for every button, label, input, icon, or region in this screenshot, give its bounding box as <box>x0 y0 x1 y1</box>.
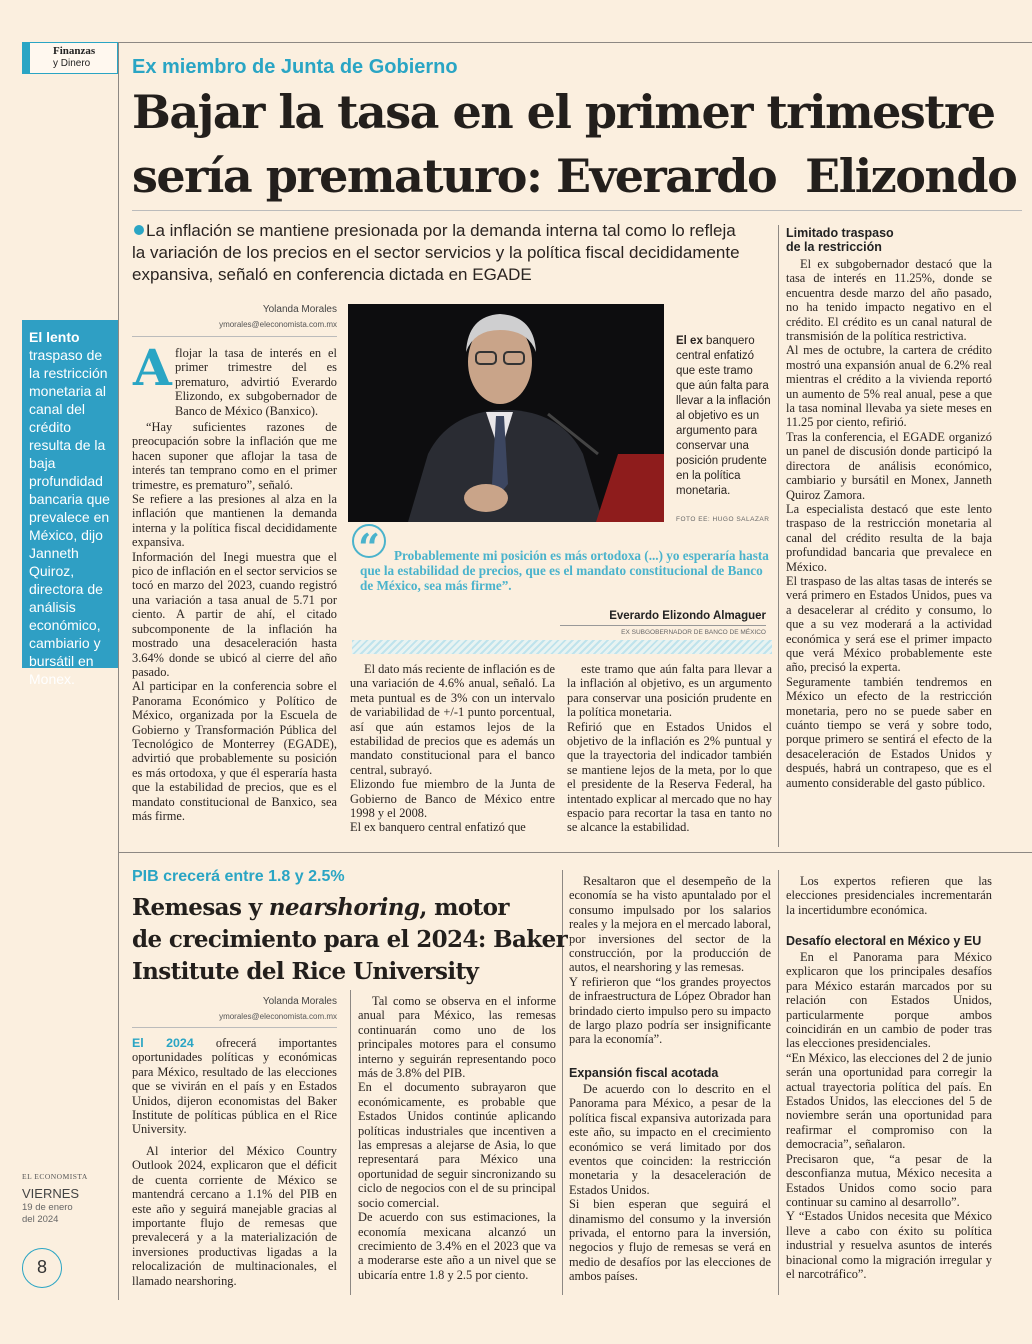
byline-rule <box>132 336 337 337</box>
article1-col1-lead: flojar la tasa de interés en el primer trimestre del es prematuro, advirtió Everardo Elizondo, ex subgobernador de Banco de México (Banxico). <box>175 346 337 418</box>
article2-headline-a: Remesas y <box>132 894 269 921</box>
article1-photo <box>348 304 664 522</box>
page-number: 8 <box>22 1248 62 1288</box>
article2-col1-first-text: ofrecerá importantes oportunidades políticas y económicas para México, resultado de las elecciones que se vivirán en el país y en Estados Unidos, dijeron economistas del Baker Institute de políticas pública en el Rice University. <box>132 1036 337 1137</box>
article1-col4-subhead: Limitado traspaso de la restricción <box>786 226 894 254</box>
sidebar-callout-lead: El lento <box>29 329 80 345</box>
dropcap: A <box>133 338 172 397</box>
quote-icon: “ <box>352 524 386 558</box>
article2-byline-rule <box>132 1027 337 1028</box>
article2-headline-c: , motor <box>419 894 509 921</box>
quote-attribution-name: Everardo Elizondo Almaguer <box>609 610 766 622</box>
article1-email[interactable]: ymorales@eleconomista.com.mx <box>219 320 337 329</box>
pull-quote: Probablemente mi posición es más ortodoxa (...) yo esperaría hasta que la estabilidad de precios, que es el mandato constitucional de Banco de México, sea más firme”. <box>360 548 769 593</box>
section-divider <box>118 852 1032 853</box>
issue-date: 19 de enero <box>22 1202 73 1213</box>
article2-col3-subhead: Expansión fiscal acotada <box>569 1066 719 1080</box>
col-divider-a1-1 <box>778 225 779 847</box>
article1-headline-line2: sería prematuro: Everardo Elizondo <box>132 149 1017 203</box>
col-divider-a2-3 <box>778 870 779 1295</box>
quote-pattern-band <box>352 640 772 654</box>
sidebar-callout <box>22 320 118 687</box>
issue-day: VIERNES <box>22 1186 80 1201</box>
photo-caption-text: banquero central enfatizó que este tramo que aún falta para llevar a la inflación al objetivo es un argumento para conservar una posición prudente en la política monetaria. <box>676 335 771 497</box>
article2-kicker: PIB crecerá entre 1.8 y 2.5% <box>132 868 345 885</box>
article2-author: Yolanda Morales <box>262 996 337 1007</box>
article1-kicker: Ex miembro de Junta de Gobierno <box>132 56 458 78</box>
article2-email[interactable]: ymorales@eleconomista.com.mx <box>219 1012 337 1021</box>
section-name: Finanzas <box>53 45 96 57</box>
photo-caption-lead: El ex <box>676 335 703 347</box>
photo-caption <box>676 334 772 499</box>
article2-col3a: Resaltaron que el desempeño de la economía se ha visto apuntalado por el consumo impulsado por los salarios reales y la mejora en el mercado laboral, por inversiones del sector de la construcción, por la producción de autos, el nearshoring y las remesas. Y refirieron que “los grandes proyectos de infraestructura de López Obrador han brindado cierto impulso pero su impacto de largo plazo podría ser insignificante para la economía”. <box>569 874 771 1047</box>
article2-headline-line1 <box>132 892 509 924</box>
quote-attribution-rule <box>560 625 766 626</box>
portrait-illustration <box>348 304 664 522</box>
article1-col4: El ex subgobernador destacó que la tasa de interés en 11.25%, donde se encuentra desde marzo del año pasado, no ha tenido impacto negativo en el crédito. El crédito es un canal natural de transmisión de la política restrictiva. Al mes de octubre, la cartera de crédito mostró una expansión anual de 6.2% real mientras el crédito a la vivienda reportó un aumento de 5% real anual, pese a que la tasa nominal llevaba ya siete meses en 11.25 por ciento, refirió. Tras la conferencia, el EGADE organizó un panel de discusión donde participó la directora de análisis económico, cambiario y bursátil en Monex, Janneth Quiroz Zamora. La especialista destacó que este lento traspaso de la restricción monetaria al canal del crédito resulta de la baja profundidad bancaria que prevalece en México. El traspaso de las altas tasas de interés se verá primero en Estados Unidos, pues va a desacelerar al crédito y consumo, lo que a su vez moderará a la actividad económica y será ese el primer impacto que verá México probablemente este año, precisó la experta. Seguramente también tendremos en México un efecto de la restricción monetaria, pero no se puede saber en cuánto tiempo se verá y sobre todo, porque primero se sentirá el efecto de la desaceleración de Estados Unidos y después, habrá un contrapeso, que es el aumento considerable del gasto público. <box>786 257 992 790</box>
article2-col4b: En el Panorama para México explicaron que los principales desafíos para México estarán marcados por su relación con Estados Unidos, particularmente porque ambos coincidirán en un cambio de poder tras las elecciones presidenciales. “En México, las elecciones del 2 de junio serán una oportunidad para corregir la actual trayectoria política del país. En Estados Unidos, las elecciones del 5 de noviembre serán una oportunidad para reafirmar el compromiso con la democracia”, señalaron. Precisaron que, “a pesar de la desconfianza mutua, México necesita a Estados Unidos como socio para continuar su camino al desarrollo”. Y “Estados Unidos necesita que México lleve a cabo con éxito su política industrial y resuelva asuntos de interés binacional como la migración irregular y el narcotráfico”. <box>786 950 992 1281</box>
quote-attribution-title: EX SUBGOBERNADOR DE BANCO DE MÉXICO <box>621 629 766 636</box>
section-marker <box>23 43 30 73</box>
publication-logo: EL ECONOMISTA <box>22 1172 88 1181</box>
col-divider-a2-1 <box>350 990 351 1295</box>
article1-author: Yolanda Morales <box>262 304 337 315</box>
section-sub: y Dinero <box>53 58 91 69</box>
article2-col1-rest: Al interior del México Country Outlook 2024, explicaron que el déficit de cuenta corriente de México se mantendrá cercano a 1.1% del PIB en este año y seguirá manejable gracias al importante flujo de remesas que prevalecerá y a la materialización de inversiones productivas ligadas a la relocalización de multinacionales, el llamado nearshoring. <box>132 1144 337 1288</box>
issue-year: del 2024 <box>22 1214 59 1225</box>
article2-headline-line3: Institute del Rice University <box>132 958 479 985</box>
headline-rule <box>132 210 1022 211</box>
article1-col3: este tramo que aún falta para llevar a la inflación al objetivo, es un argumento para conservar una posición prudente en la política monetaria. Refirió que en Estados Unidos el objetivo de la inflación es 2% puntual y que la trayectoria del indicador también se mantiene lejos de la meta, por lo que el presidente de la Reserva Federal, ha intentado explicar al mercado que no hay espacio para recortar la tasa en tanto no se alcance la estabilidad. <box>567 662 772 835</box>
article2-col4-subhead: Desafío electoral en México y EU <box>786 934 982 948</box>
article2-col4a: Los expertos refieren que las elecciones presidenciales incrementarán la incertidumbre económica. <box>786 874 992 917</box>
article2-col1-first <box>132 1036 337 1137</box>
article2-headline-b: nearshoring <box>268 894 420 921</box>
sidebar-divider <box>118 42 119 1300</box>
article1-deck: La inflación se mantiene presionada por la demanda interna tal como lo refleja la variación de los precios en el sector servicios y la política fiscal decididamente expansiva, señaló en conferencia dictada en EGADE <box>132 221 740 284</box>
article2-col1-lead: El 2024 <box>132 1036 194 1050</box>
article1-col2: El dato más reciente de inflación es de una variación de 4.6% anual, señaló. La meta puntual es de 3% con un intervalo de variabilidad de +/-1 punto porcentual, así que aún estamos lejos de la estabilidad de precios que es además un mandato constitucional para el banco central, subrayó. Elizondo fue miembro de la Junta de Gobierno de Banco de México entre 1998 y el 2008. El ex banquero central enfatizó que <box>350 662 555 835</box>
article2-col2: Tal como se observa en el informe anual para México, las remesas continuarán como uno de los principales motores para el consumo interno y seguirán representando poco más de 3.8% del PIB. En el documento subrayaron que económicamente, es probable que Estados Unidos continúe aplicando políticas industriales que incentiven a las empresas a alejarse de Asia, lo que representará para México una oportunidad de seguir sincronizando su ciclo de negocios con el de su principal socio comercial. De acuerdo con sus estimaciones, la economía mexicana alcanzó un crecimiento de 3.4% en el 2023 que va a moderarse este año a un nivel que se ubicaría entre 1.8 y 2.5 por ciento. <box>358 994 556 1282</box>
top-rule <box>118 42 1032 43</box>
sidebar-callout-body: traspaso de la restricción monetaria al canal del crédito resulta de la baja profundidad bancaria que prevalece en México, dijo Janneth Quiroz, directora de análisis económico, cambiario y bursátil en Monex. <box>29 347 110 687</box>
photo-credit: FOTO EE: HUGO SALAZAR <box>676 516 770 523</box>
article1-col1-rest: “Hay suficientes razones de preocupación sobre la inflación que me hacen suponer que aflojar la tasa de interés tan temprano como en el primer trimestre, es prematuro”, señaló. Se refiere a las presiones al alza en la inflación que mantienen la demanda interna y la política fiscal decididamente expansiva. Información del Inegi muestra que el pico de inflación en el sector servicios se tocó en marzo del 2023, cuando registró una variación a tasa anual de 5.71 por ciento. A partir de ahí, el citado subcomponente de la inflación ha mostrado una desaceleración hasta 3.64% donde se ubicó al cierre del año pasado. Al participar en la conferencia sobre el Panorama Económico y Político de México, organizada por la Escuela de Gobierno y Transformación Pública del Tecnológico de Monterrey (EGADE), advirtió que probablemente su posición es más ortodoxa, y que él esperaría hasta que la estabilidad de precios, que es el mandato constitucional de Banxico, sea más firme. <box>132 420 337 823</box>
article2-col3b: De acuerdo con lo descrito en el Panorama para México, a pesar de la política fiscal expansiva autorizada para este año, su impacto en el crecimiento económico se verá limitado por dos eventos que coinciden: la restricción monetaria y la desaceleración de Estados Unidos. Si bien esperan que seguirá el dinamismo del consumo y la inversión privada, el entorno para la inversión, negocios y flujo de remesas se verá en medio de desafíos por las elecciones de ambos países. <box>569 1082 771 1284</box>
article2-headline-line2: de crecimiento para el 2024: Baker <box>132 926 568 953</box>
sidebar-callout-text <box>29 328 112 688</box>
article1-headline-line1: Bajar la tasa en el primer trimestre <box>132 85 995 139</box>
section-tag <box>22 42 118 74</box>
